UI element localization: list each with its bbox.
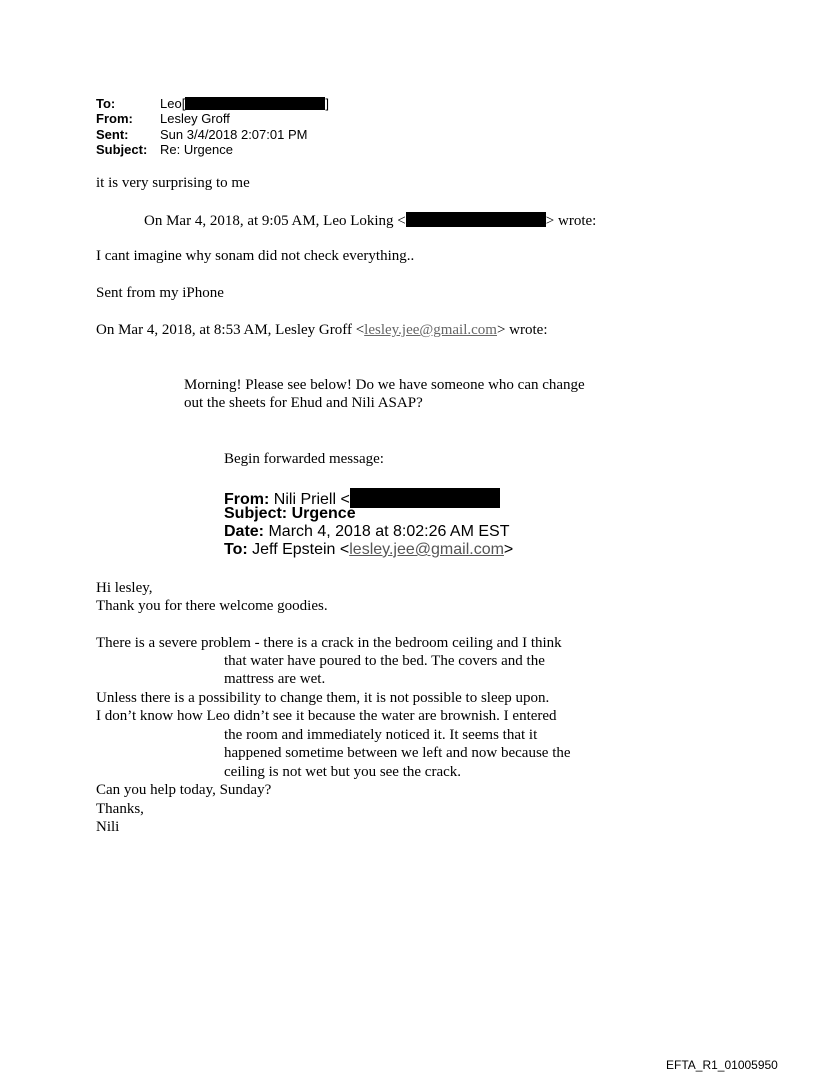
from-label: From: bbox=[96, 111, 133, 126]
reply-line: it is very surprising to me bbox=[96, 175, 250, 191]
ask-line: Can you help today, Sunday? bbox=[96, 782, 272, 798]
thanks-goodies: Thank you for there welcome goodies. bbox=[96, 598, 328, 614]
greeting: Hi lesley, bbox=[96, 580, 153, 596]
lesley-line-2: out the sheets for Ehud and Nili ASAP? bbox=[184, 395, 423, 411]
lesley-line-1: Morning! Please see below! Do we have someone who can change bbox=[184, 377, 585, 393]
email-link[interactable]: lesley.jee@gmail.com bbox=[349, 541, 504, 558]
para3-line2: the room and immediately noticed it. It seems that it bbox=[224, 727, 538, 743]
para2: Unless there is a possibility to change them, it is not possible to sleep upon. bbox=[96, 690, 550, 706]
redaction-bar bbox=[185, 97, 325, 110]
to-value: Leo[ ] bbox=[160, 96, 329, 111]
begin-forwarded: Begin forwarded message: bbox=[224, 451, 384, 467]
redaction-bar bbox=[350, 488, 500, 508]
signature: Sent from my iPhone bbox=[96, 285, 224, 301]
fwd-from: From: Nili Priell < bbox=[224, 488, 500, 508]
para1-line2: that water have poured to the bed. The covers and the bbox=[224, 653, 545, 669]
email-link[interactable]: lesley.jee@gmail.com bbox=[364, 322, 497, 338]
para3-line4: ceiling is not wet but you see the crack. bbox=[224, 764, 462, 780]
fwd-to: To: Jeff Epstein <lesley.jee@gmail.com> bbox=[224, 541, 514, 558]
quote1-header: On Mar 4, 2018, at 9:05 AM, Leo Loking < > wrote: bbox=[144, 213, 597, 229]
to-label: To: bbox=[96, 96, 116, 111]
subject-value: Re: Urgence bbox=[160, 142, 233, 157]
para1-line1: There is a severe problem - there is a crack in the bedroom ceiling and I think bbox=[96, 635, 562, 651]
fwd-date: Date: March 4, 2018 at 8:02:26 AM EST bbox=[224, 523, 510, 540]
para3-line1: I don’t know how Leo didn’t see it because the water are brownish. I entered bbox=[96, 708, 557, 724]
para3-line3: happened sometime between we left and now because the bbox=[224, 745, 571, 761]
para1-line3: mattress are wet. bbox=[224, 671, 326, 687]
doc-id: EFTA_R1_01005950 bbox=[666, 1058, 778, 1072]
from-value: Lesley Groff bbox=[160, 111, 230, 126]
sign-line: Nili bbox=[96, 819, 120, 835]
redaction-bar bbox=[406, 212, 546, 227]
thanks-line: Thanks, bbox=[96, 801, 144, 817]
subject-label: Subject: bbox=[96, 142, 148, 157]
quote2-header: On Mar 4, 2018, at 8:53 AM, Lesley Groff <lesley.jee@gmail.com> wrote: bbox=[96, 322, 548, 338]
fwd-subject: Subject: Urgence bbox=[224, 505, 356, 522]
sent-label: Sent: bbox=[96, 127, 129, 142]
sent-value: Sun 3/4/2018 2:07:01 PM bbox=[160, 127, 308, 142]
quote1-text: I cant imagine why sonam did not check everything.. bbox=[96, 248, 415, 264]
